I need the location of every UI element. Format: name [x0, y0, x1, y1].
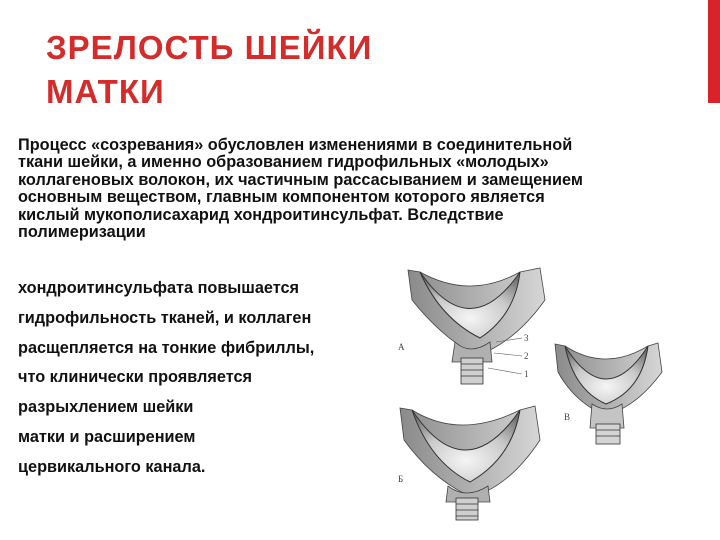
label-a: А — [398, 342, 405, 352]
text-line: расщепляется на тонкие фибриллы, — [18, 338, 315, 357]
slide-title-line-1: ЗРЕЛОСТЬ ШЕЙКИ — [46, 29, 373, 66]
text-line: хондроитинсульфата повышается — [18, 279, 300, 297]
figure-b-illustration — [400, 406, 540, 520]
label-b: Б — [398, 474, 404, 484]
intro-paragraph: Процесс «созревания» обусловлен изменениями в соединительной ткани шейки, а именно образованием гидрофильных «молодых» коллагеновых волокон, их частичным рассасыванием и замещением основным веществом, главным компонентом которого является кислый мукополисахарид хондроитинсульфат. Вследствие полимеризации — [18, 136, 583, 242]
figure-v-illustration — [555, 343, 662, 444]
text-line: гидрофильность тканей, и коллаген — [18, 308, 312, 327]
figure-a-illustration — [408, 268, 545, 384]
label-number-1: 1 — [524, 369, 529, 379]
label-number-3: 3 — [524, 333, 529, 343]
text-line: что клинически проявляется — [18, 368, 253, 387]
text-line: цервикального канала. — [18, 457, 206, 476]
label-v: В — [564, 412, 571, 422]
text-line: разрыхлением шейки — [18, 398, 194, 417]
label-number-2: 2 — [524, 351, 529, 361]
text-line: матки и расширением — [18, 427, 196, 446]
slide-title-line-2: МАТКИ — [46, 73, 165, 110]
